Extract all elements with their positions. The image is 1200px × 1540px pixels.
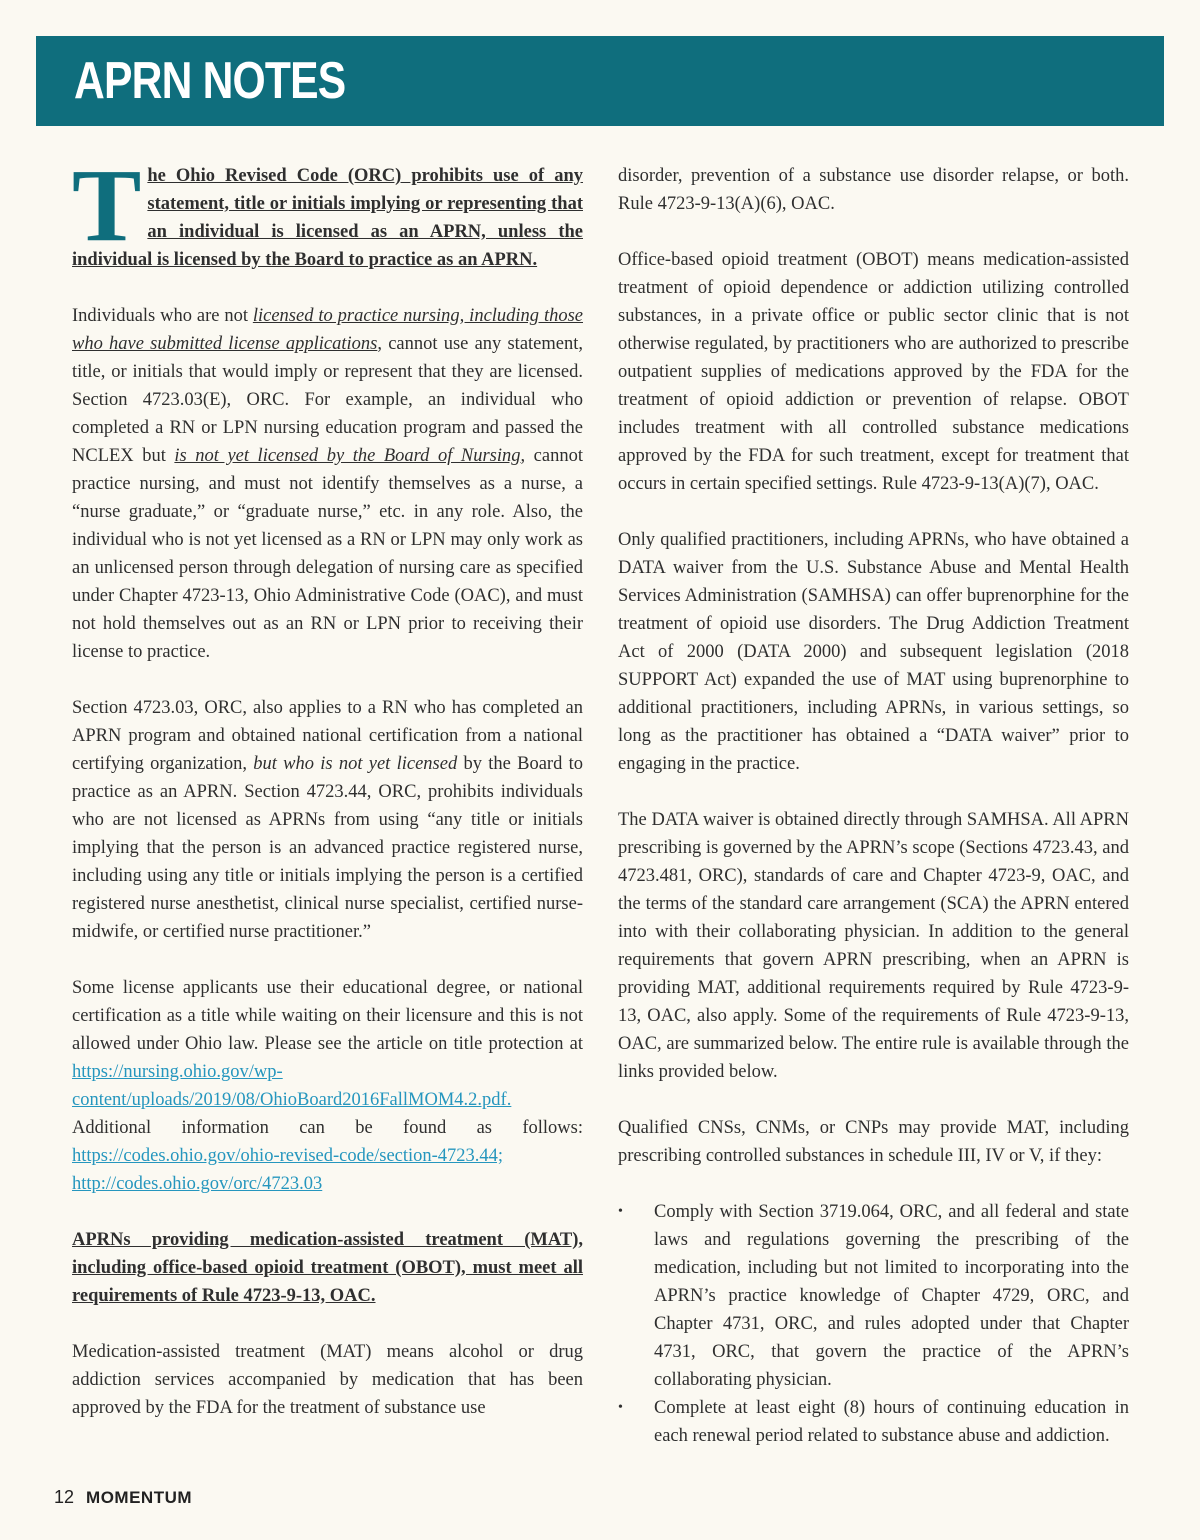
bullet-icon: • [618, 1204, 623, 1219]
paragraph-mat-definition-cont: disorder, prevention of a substance use disorder relapse, or both. Rule 4723-9-13(A)(6), OAC. [618, 166, 1129, 214]
paragraph-licensure [72, 302, 583, 666]
emphasis-text: but who is not yet licensed [253, 754, 458, 774]
bullet-icon: • [618, 1400, 623, 1415]
text-run: Some license applicants use their educational degree, or national certification as a title while waiting on their licensure and this is not allowed under Ohio law. Please see the article on title protection at [72, 978, 583, 1054]
title-protection-link[interactable]: https://nursing.ohio.gov/wp-content/uploads/2019/08/OhioBoard2016FallMOM4.2.pdf. [72, 1062, 512, 1110]
list-item [618, 1394, 1129, 1450]
requirements-list [618, 1198, 1129, 1450]
list-item [618, 1198, 1129, 1394]
text-run: Individuals who are not [72, 306, 253, 326]
text-run: Additional information can be found as follows: [72, 1118, 583, 1138]
list-item-text: Complete at least eight (8) hours of continuing education in each renewal period related to substance abuse and addiction. [654, 1398, 1129, 1446]
paragraph-aprn-title [72, 694, 583, 946]
intro-text: he Ohio Revised Code (ORC) prohibits use of any statement, title or initials implying or representing that an individual is licensed as an APRN, unless the individual is licensed by the Board to practice as an APRN. [72, 166, 583, 270]
page-footer [54, 1484, 192, 1510]
paragraph-obot-definition: Office-based opioid treatment (OBOT) means medication-assisted treatment of opioid dependence or addiction utilizing controlled substances, in a private office or public sector clinic that is not otherwise regulated, by practitioners who are authorized to prescribe outpatient supplies of medications approved by the FDA for the treatment of opioid addiction or prevention of relapse. OBOT includes treatment with all controlled substance medications approved by the FDA for such treatment, except for treatment that occurs in certain specified settings. Rule 4723-9-13(A)(7), OAC. [618, 250, 1129, 494]
section-4723-44-link[interactable]: https://codes.ohio.gov/ohio-revised-code/section-4723.44; [72, 1146, 504, 1166]
mat-requirements-heading: APRNs providing medication-assisted treatment (MAT), including office-based opioid treatment (OBOT), must meet all requirements of Rule 4723-9-13, OAC. [72, 1230, 583, 1306]
intro-paragraph [72, 148, 583, 274]
text-run: , cannot use any statement, title, or initials that would imply or represent that they are licensed. Section 4723.03(E), ORC. For example, an individual who completed a RN or LPN nursing education program and passed the NCLEX but [72, 334, 583, 466]
text-run: Section 4723.03, ORC, also applies to a RN who has completed an APRN program and obtained national certification from a national certifying organization, [72, 698, 583, 774]
text-run: by the Board to practice as an APRN. Section 4723.44, ORC, prohibits individuals who are not licensed as APRNs from using “any title or initials implying that the person is an advanced practice registered nurse, including using any title or initials implying the person is a certified registered nurse anesthetist, clinical nurse specialist, certified nurse-midwife, or certified nurse practitioner.” [72, 754, 584, 942]
section-4723-03-link[interactable]: http://codes.ohio.gov/orc/4723.03 [72, 1174, 323, 1194]
page-number: 12 [54, 1487, 75, 1507]
paragraph-mat-definition: Medication-assisted treatment (MAT) means alcohol or drug addiction services accompanied by medication that has been approved by the FDA for the treatment of substance use [72, 1342, 583, 1418]
emphasis-text: is not yet licensed by the Board of Nursing [174, 446, 521, 466]
header-banner [36, 36, 1164, 126]
text-run: , cannot practice nursing, and must not identify themselves as a nurse, a “nurse graduate,” or “graduate nurse,” etc. in any role. Also, the individual who is not yet licensed as a RN or LPN may only work as an unlicensed person through delegation of nursing care as specified under Chapter 4723-13, Ohio Administrative Code (OAC), and must not hold themselves out as an RN or LPN prior to receiving their license to practice. [72, 446, 583, 662]
right-column [618, 162, 1129, 1450]
paragraph-data-waiver: Only qualified practitioners, including APRNs, who have obtained a DATA waiver from the U.S. Substance Abuse and Mental Health Services Administration (SAMHSA) can offer buprenorphine for the treatment of opioid use disorders. The Drug Addiction Treatment Act of 2000 (DATA 2000) and subsequent legislation (2018 SUPPORT Act) expanded the use of MAT using buprenorphine to additional practitioners, including APRNs, in various settings, so long as the practitioner has obtained a “DATA waiver” prior to engaging in the practice. [618, 530, 1129, 774]
paragraph-title-protection [72, 974, 583, 1198]
magazine-name: MOMENTUM [86, 1488, 193, 1507]
left-column [72, 148, 584, 1422]
drop-cap: T [72, 148, 142, 263]
emphasis-text: licensed to practice nursing, including those who have submitted license applications [72, 306, 583, 354]
list-item-text: Comply with Section 3719.064, ORC, and all federal and state laws and regulations governing the prescribing of the medication, including but not limited to incorporating into the APRN’s practice knowledge of Chapter 4729, ORC, and Chapter 4731, ORC, and rules adopted under that Chapter 4731, ORC, that govern the practice of the APRN’s collaborating physician. [654, 1202, 1129, 1390]
paragraph-qualified-aprns: Qualified CNSs, CNMs, or CNPs may provide MAT, including prescribing controlled substances in schedule III, IV or V, if they: [618, 1118, 1129, 1166]
paragraph-aprn-prescribing: The DATA waiver is obtained directly through SAMHSA. All APRN prescribing is governed by the APRN’s scope (Sections 4723.43, and 4723.481, ORC), standards of care and Chapter 4723-9, OAC, and the terms of the standard care arrangement (SCA) the APRN entered into with their collaborating physician. In addition to the general requirements that govern APRN prescribing, when an APRN is providing MAT, additional requirements required by Rule 4723-9-13, OAC, also apply. Some of the requirements of Rule 4723-9-13, OAC, are summarized below. The entire rule is available through the links provided below. [618, 810, 1129, 1082]
page-title: APRN NOTES [74, 52, 346, 110]
